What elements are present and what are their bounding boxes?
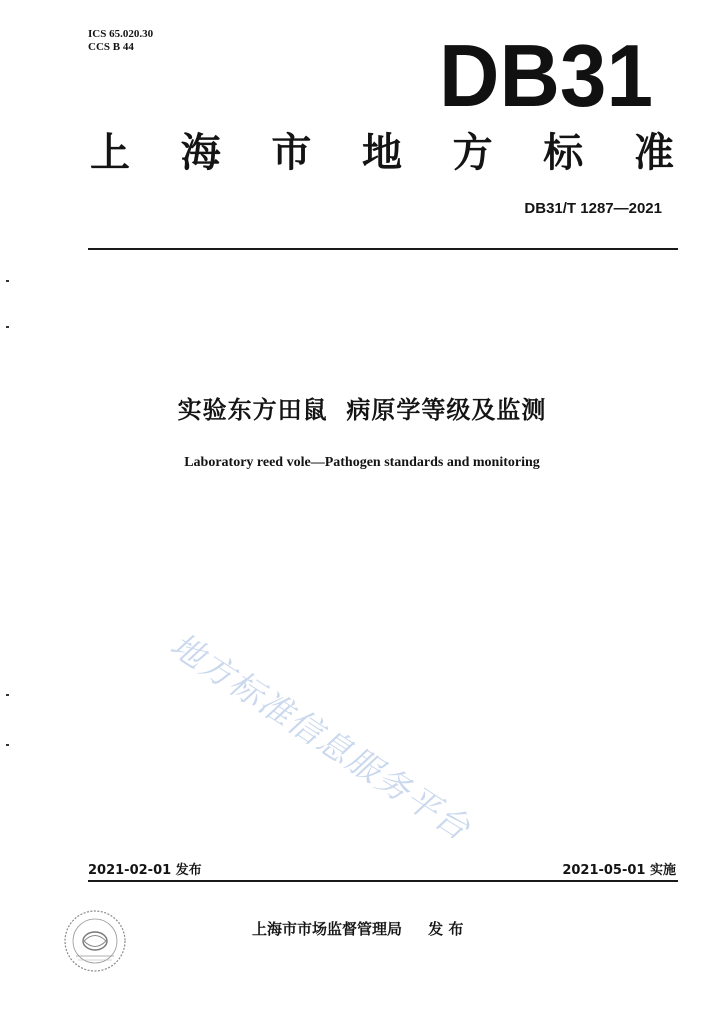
standard-type-char: 市 (271, 130, 312, 176)
header-divider (88, 248, 678, 250)
release-date: 2021-02-01 发布 (88, 863, 202, 878)
seal-stamp (62, 908, 128, 974)
standard-type-char: 标 (543, 130, 584, 176)
standard-type-char: 上 (90, 130, 130, 176)
standard-type-char: 准 (633, 130, 674, 176)
standard-type-char: 方 (452, 130, 493, 176)
scan-mark (6, 280, 9, 282)
title-chinese: 实验东方田鼠 病原学等级及监测 (177, 396, 547, 424)
scan-mark (6, 744, 9, 746)
issuing-authority: 上海市市场监督管理局 发 布 (252, 920, 464, 938)
db31-logo-text: DB31 (439, 34, 653, 112)
footer-divider (88, 880, 678, 882)
ics-code: ICS 65.020.30 (88, 28, 154, 40)
scan-mark (6, 694, 9, 696)
standard-type (90, 130, 674, 176)
watermark: 地方标准信息服务平台 (163, 625, 479, 849)
standard-type-char: 地 (361, 130, 402, 176)
scan-mark (6, 326, 9, 328)
ccs-code: CCS B 44 (88, 41, 134, 53)
standard-type-char: 海 (180, 130, 221, 176)
db31-logo (436, 34, 656, 112)
title-english: Laboratory reed vole—Pathogen standards and monitoring (184, 455, 540, 470)
standard-number: DB31/T 1287—2021 (524, 200, 662, 217)
classification-codes (88, 28, 153, 54)
implementation-date: 2021-05-01 实施 (562, 863, 676, 878)
